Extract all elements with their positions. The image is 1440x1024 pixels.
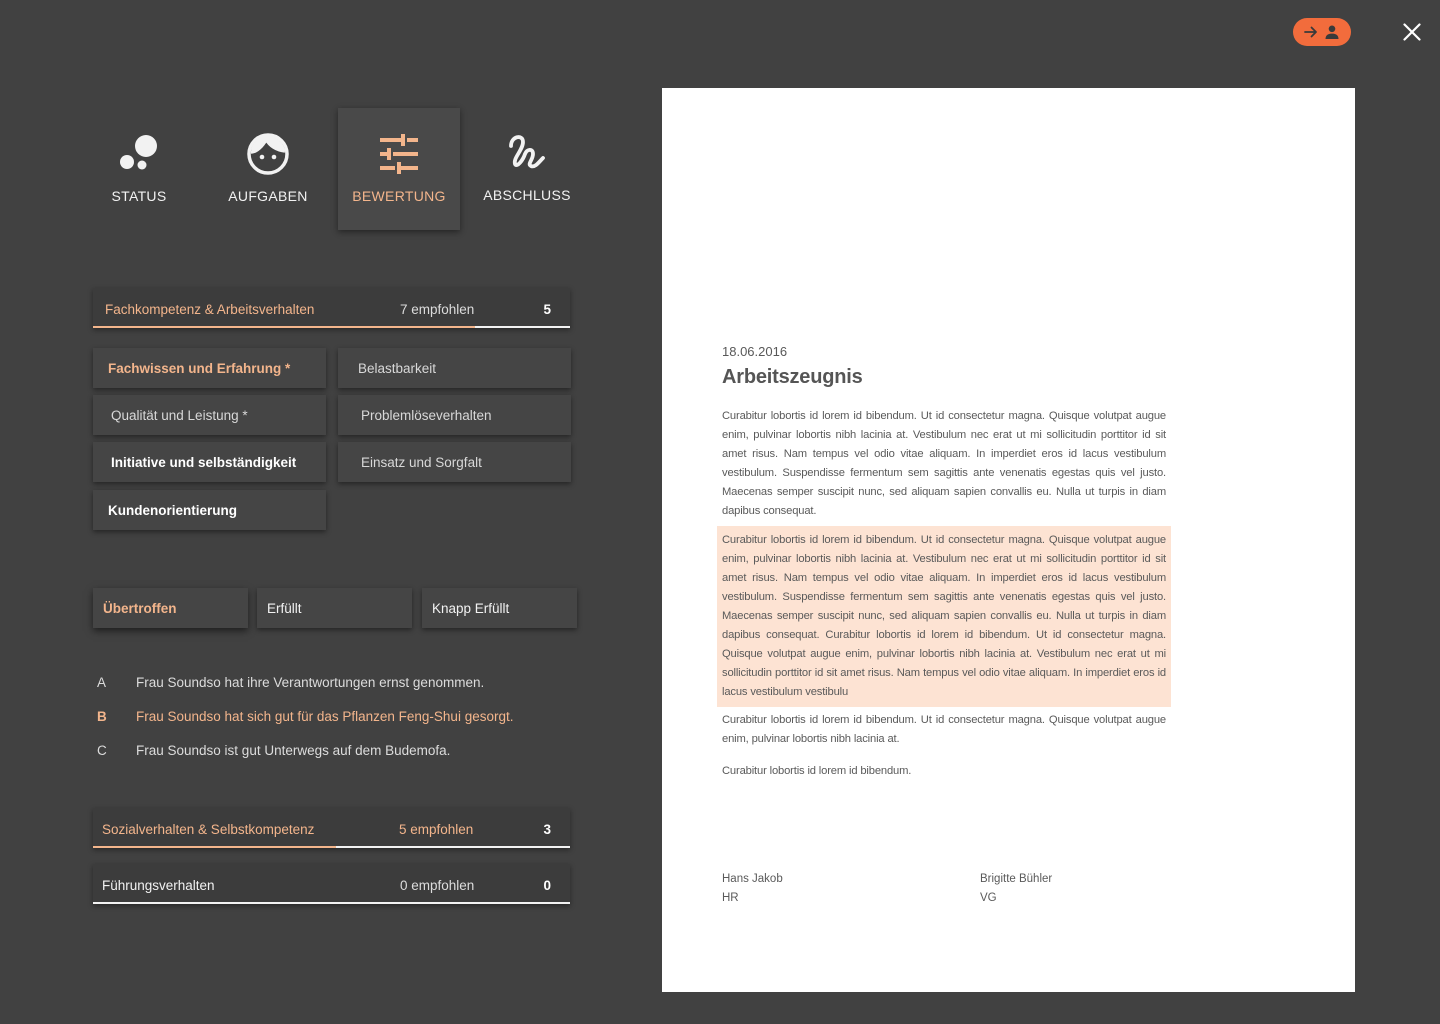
- document-paragraph-highlighted[interactable]: Curabitur lobortis id lorem id bibendum. Ut id consectetur magna. Quisque volutpat augue enim, pulvinar lobortis nibh lacinia at. Vestibulum nec erat ut mi sollicitudin porttitor id sit amet risus. Nam tempus vel odio vitae aliquam. In imperdiet eros id lacus vestibulum vestibulum. Suspendisse fermentum sem sagittis ante venenatis egestas quis vel justo. Maecenas semper suscipit nunc, sed aliquam sapien convallis eu. Nulla ut turpis in diam dapibus consequat. Curabitur lobortis id lorem id bibendum. Ut id consectetur magna. Quisque volutpat augue enim, pulvinar lobortis nibh lacinia at. Vestibulum nec erat ut mi sollicitudin porttitor id sit amet risus. Nam tempus vel odio vitae aliquam. In imperdiet eros id lacus vestibulum vestibulu: [722, 531, 1166, 702]
- close-button[interactable]: [1398, 18, 1426, 46]
- arrow-right-icon: [1304, 25, 1319, 39]
- category-title: Führungsverhalten: [102, 878, 215, 893]
- face-icon: [244, 130, 292, 178]
- option-text: Frau Soundso hat ihre Verantwortungen ernst genommen.: [136, 675, 485, 690]
- tab-bewertung[interactable]: [338, 108, 460, 230]
- competency-qualitaet[interactable]: Qualität und Leistung *: [93, 395, 326, 435]
- category-recommended: 5 empfohlen: [399, 822, 474, 837]
- competency-belastbarkeit[interactable]: Belastbarkeit: [338, 348, 571, 388]
- category-count: 5: [543, 302, 551, 317]
- document-preview: [662, 88, 1355, 992]
- category-title: Sozialverhalten & Selbstkompetenz: [102, 822, 315, 837]
- document-paragraph: Curabitur lobortis id lorem id bibendum.: [722, 765, 912, 777]
- signature-icon: [503, 128, 551, 176]
- option-text: Frau Soundso hat sich gut für das Pflanzen Feng-Shui gesorgt.: [136, 709, 514, 724]
- tab-abschluss[interactable]: [466, 108, 588, 230]
- category-fuehrungsverhalten[interactable]: [93, 864, 570, 904]
- rating-knapp-erfuellt[interactable]: Knapp Erfüllt: [422, 588, 577, 628]
- signatory-role: HR: [722, 892, 739, 904]
- handoff-button[interactable]: [1293, 18, 1351, 46]
- close-icon: [1403, 23, 1421, 41]
- signatory-name: Hans Jakob: [722, 873, 783, 885]
- person-icon: [1324, 24, 1340, 40]
- option-letter: C: [97, 743, 107, 758]
- tab-aufgaben[interactable]: [207, 108, 329, 230]
- rating-uebertroffen[interactable]: Übertroffen: [93, 588, 248, 628]
- category-progress: [93, 846, 336, 848]
- competency-fachwissen[interactable]: Fachwissen und Erfahrung *: [93, 348, 326, 388]
- document-title: Arbeitszeugnis: [722, 366, 863, 388]
- signatory-vg: [980, 870, 1052, 908]
- bubbles-icon: [115, 130, 163, 178]
- sliders-icon: [375, 130, 423, 178]
- option-letter: A: [97, 675, 107, 690]
- document-paragraph: Curabitur lobortis id lorem id bibendum. Ut id consectetur magna. Quisque volutpat augue enim, pulvinar lobortis nibh lacinia at. Vestibulum nec erat ut mi sollicitudin porttitor id sit amet risus. Nam tempus vel odio vitae aliquam. In imperdiet eros id lacus vestibulum vestibulum. Suspendisse fermentum sem sagittis ante venenatis egestas quis vel justo. Maecenas semper suscipit nunc, sed aliquam sapien convallis eu. Nulla ut turpis in diam dapibus consequat.: [722, 410, 1166, 517]
- option-letter: B: [97, 709, 107, 724]
- category-count: 0: [543, 878, 551, 893]
- rating-erfuellt[interactable]: Erfüllt: [257, 588, 412, 628]
- signatory-name: Brigitte Bühler: [980, 873, 1053, 885]
- category-fachkompetenz[interactable]: [93, 288, 570, 328]
- competency-problemloesen[interactable]: Problemlöseverhalten: [338, 395, 571, 435]
- tab-bewertung-label: BEWERTUNG: [352, 188, 446, 204]
- category-progress: [93, 326, 475, 328]
- tab-aufgaben-label: AUFGABEN: [228, 188, 308, 204]
- competency-kundenorientierung[interactable]: Kundenorientierung: [93, 490, 326, 530]
- category-divider: [93, 902, 570, 904]
- signatory-role: VG: [980, 892, 997, 904]
- document-date: 18.06.2016: [722, 344, 788, 359]
- category-count: 3: [543, 822, 551, 837]
- competency-einsatz[interactable]: Einsatz und Sorgfalt: [338, 442, 571, 482]
- category-recommended: 0 empfohlen: [400, 878, 475, 893]
- category-sozialverhalten[interactable]: [93, 808, 570, 848]
- competency-initiative[interactable]: Initiative und selbständigkeit: [93, 442, 326, 482]
- category-recommended: 7 empfohlen: [400, 302, 475, 317]
- option-text: Frau Soundso ist gut Unterwegs auf dem Budemofa.: [136, 743, 451, 758]
- tab-status[interactable]: [78, 108, 200, 230]
- tab-abschluss-label: ABSCHLUSS: [483, 187, 571, 203]
- document-paragraph: Curabitur lobortis id lorem id bibendum. Ut id consectetur magna. Quisque volutpat augue enim, pulvinar lobortis nibh lacinia at.: [722, 714, 1166, 745]
- signatory-hr: [722, 870, 783, 908]
- tab-status-label: STATUS: [111, 188, 167, 204]
- category-title: Fachkompetenz & Arbeitsverhalten: [105, 302, 315, 317]
